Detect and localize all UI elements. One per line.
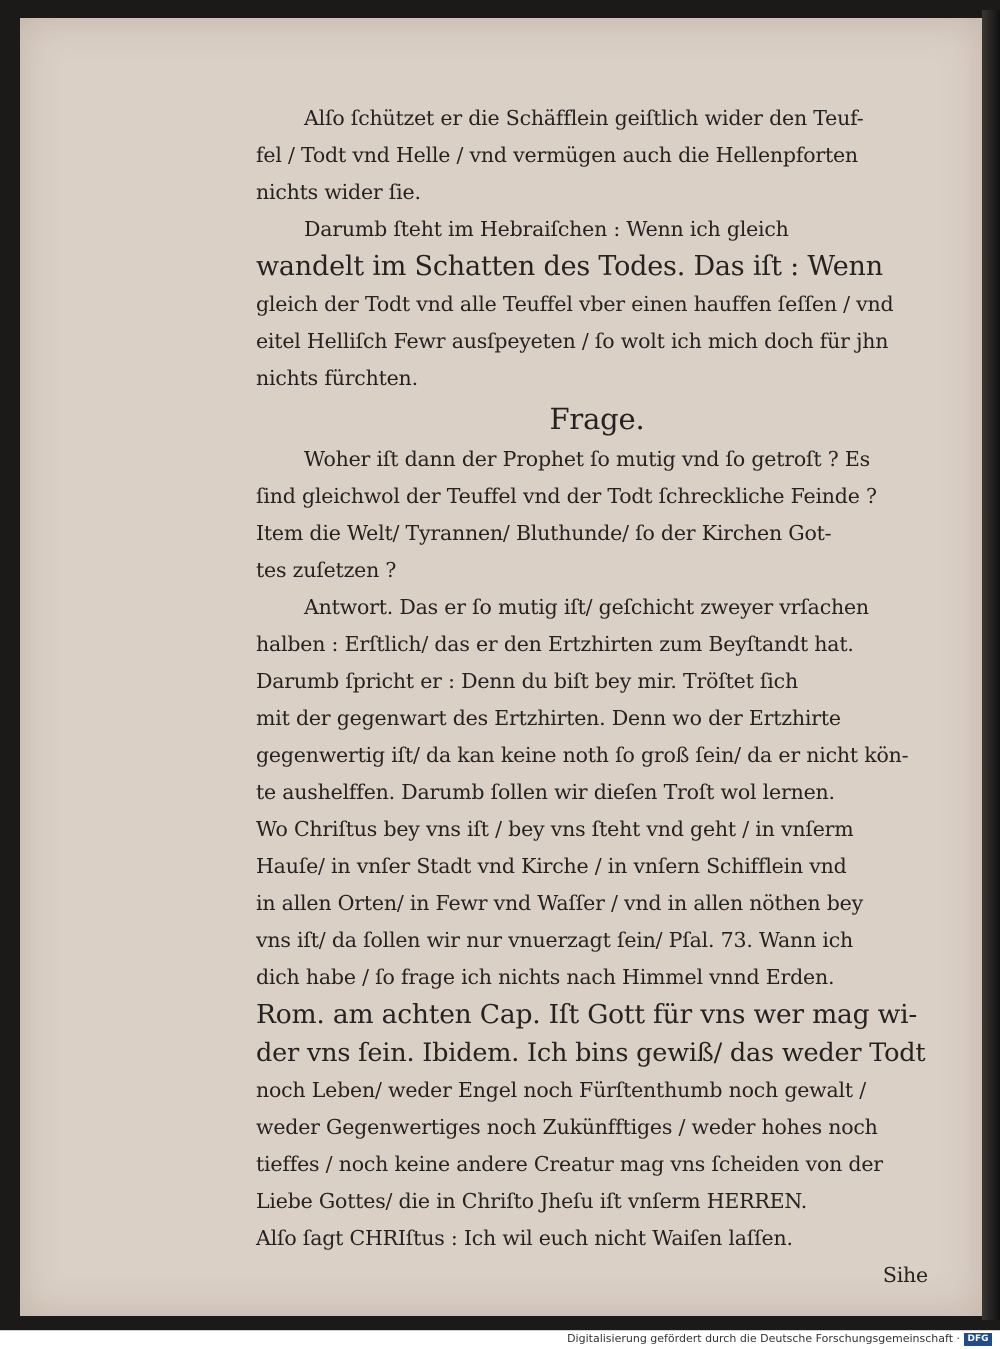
text-line: eitel Helliſch Fewr ausſpeyeten / ſo wolt ich mich doch für jhn bbox=[256, 329, 889, 353]
section-heading: Frage. bbox=[549, 402, 645, 436]
text-line: Darumb ſteht im Hebraiſchen : Wenn ich gleich bbox=[304, 217, 789, 241]
text-line: Item die Welt/ Tyrannen/ Bluthunde/ ſo der Kirchen Got- bbox=[256, 521, 832, 545]
text-line: dich habe / ſo frage ich nichts nach Himmel vnnd Erden. bbox=[256, 965, 835, 989]
text-line: gleich der Todt vnd alle Teuffel vber einen hauffen ſeſſen / vnd bbox=[256, 292, 894, 316]
text-line: Sihe bbox=[882, 1263, 928, 1287]
text-line: Alſo ſagt CHRIſtus : Ich wil euch nicht Waiſen laſſen. bbox=[256, 1226, 793, 1250]
text-line: der vns ſein. Ibidem. Ich bins gewiß/ das weder Todt bbox=[256, 1038, 926, 1068]
text-line: vns iſt/ da ſollen wir nur vnuerzagt ſein/ Pſal. 73. Wann ich bbox=[256, 928, 854, 952]
text-line: halben : Erſtlich/ das er den Ertzhirten zum Beyſtandt hat. bbox=[256, 632, 854, 656]
text-line: nichts fürchten. bbox=[256, 366, 418, 390]
page-edge-shadow bbox=[982, 10, 1000, 1320]
text-line: ſind gleichwol der Teuffel vnd der Todt ſchreckliche Feinde ? bbox=[256, 484, 877, 508]
text-line: te aushelffen. Darumb ſollen wir dieſen Troſt wol lernen. bbox=[256, 780, 835, 804]
text-line: fel / Todt vnd Helle / vnd vermügen auch die Hellenpforten bbox=[256, 143, 858, 167]
text-line: nichts wider ſie. bbox=[256, 180, 421, 204]
digitization-credit: Digitalisierung gefördert durch die Deutsche Forschungsgemeinschaft · bbox=[567, 1332, 960, 1345]
text-line: Wo Chriſtus bey vns iſt / bey vns ſteht vnd geht / in vnſerm bbox=[256, 817, 854, 841]
text-line: in allen Orten/ in Fewr vnd Waſſer / vnd in allen nöthen bey bbox=[256, 891, 863, 915]
text-line: tes zuſetzen ? bbox=[256, 558, 397, 582]
text-line: Liebe Gottes/ die in Chriſto Jheſu iſt vnſerm HERREN. bbox=[256, 1189, 808, 1213]
text-line: Darumb ſpricht er : Denn du biſt bey mir. Tröſtet ſich bbox=[256, 669, 798, 693]
text-line: Alſo ſchützet er die Schäfflein geiſtlich wider den Teuf- bbox=[304, 106, 864, 130]
text-line: wandelt im Schatten des Todes. Das iſt : Wenn bbox=[256, 251, 883, 282]
footer-bar bbox=[0, 1330, 1000, 1349]
text-line: Rom. am achten Cap. Iſt Gott für vns wer mag wi- bbox=[256, 999, 918, 1030]
text-line: Antwort. Das er ſo mutig iſt/ geſchicht zweyer vrſachen bbox=[304, 595, 869, 619]
text-line: Woher iſt dann der Prophet ſo mutig vnd ſo getroſt ? Es bbox=[304, 447, 870, 471]
text-line: Hauſe/ in vnſer Stadt vnd Kirche / in vnſern Schifflein vnd bbox=[256, 854, 847, 878]
text-line: noch Leben/ weder Engel noch Fürſtenthumb noch gewalt / bbox=[256, 1078, 866, 1102]
text-line: mit der gegenwart des Ertzhirten. Denn wo der Ertzhirte bbox=[256, 706, 841, 730]
text-line: gegenwertig iſt/ da kan keine noth ſo groß ſein/ da er nicht kön- bbox=[256, 743, 909, 767]
text-line: tieffes / noch keine andere Creatur mag vns ſcheiden von der bbox=[256, 1152, 883, 1176]
text-line: weder Gegenwertiges noch Zukünfftiges / weder hohes noch bbox=[256, 1115, 878, 1139]
page-text-block bbox=[256, 100, 928, 1294]
dfg-logo: DFG bbox=[964, 1333, 992, 1346]
